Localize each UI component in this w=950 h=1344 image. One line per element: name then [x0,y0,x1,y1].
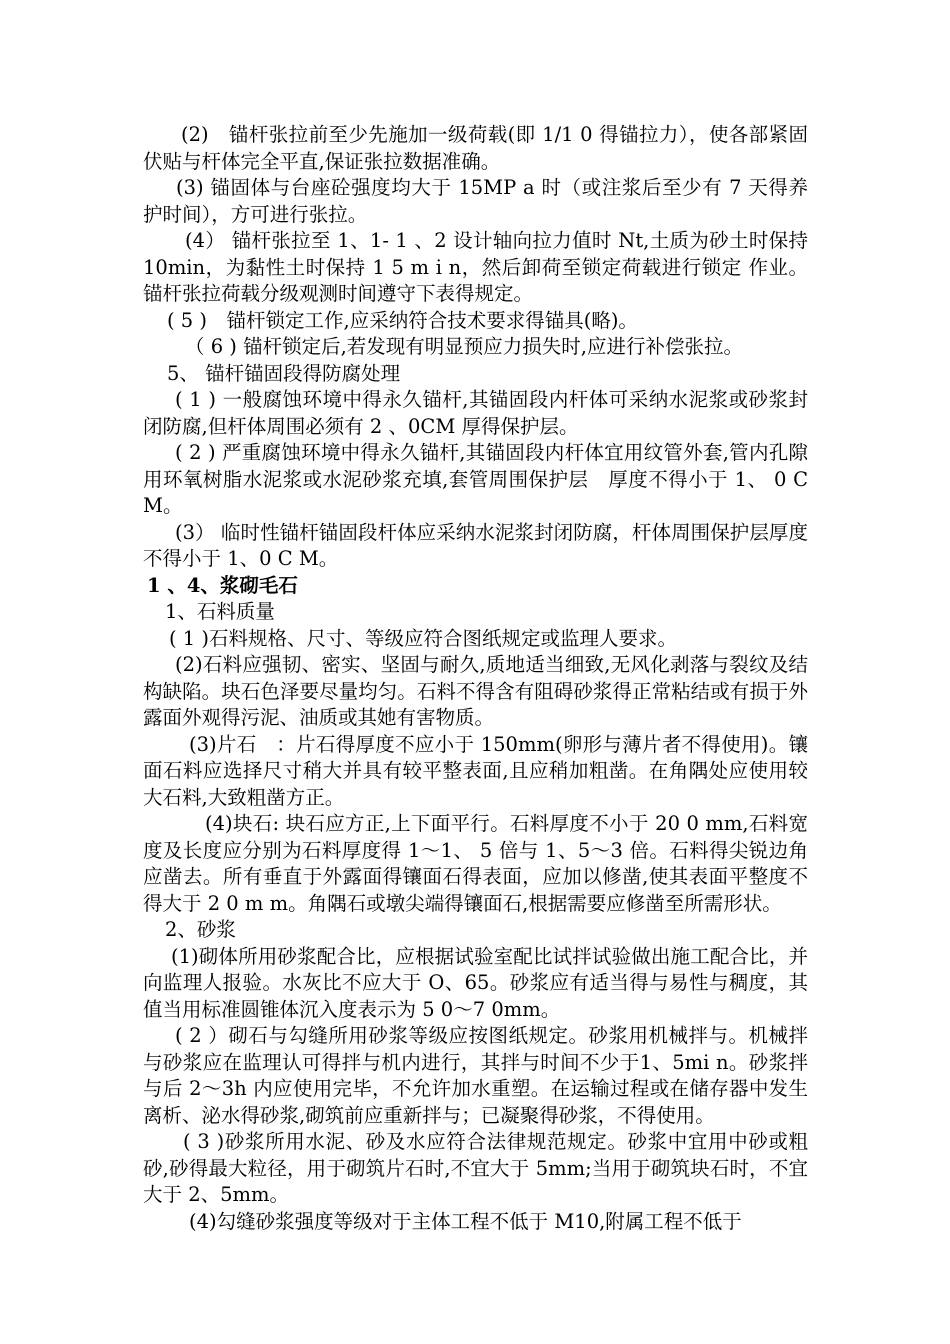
section-title-stone-quality: 1、石料质量 [165,600,275,623]
paragraph-anchor-compensation: （ 6 ) 锚杆锁定后,若发现有明显预应力损失时,应进行补偿张拉。 [185,335,744,358]
section-title-mortar: 2、砂浆 [165,918,236,941]
paragraph-general-corrosion: ( 1 ) 一般腐蚀环境中得永久锚杆,其锚固段内杆体可采纳水泥浆或砂浆封闭防腐,但杆体周围必须有 2 、0CM 厚得保护层。 [143,388,808,438]
paragraph-stone-durability: (2)石料应强韧、密实、坚固与耐久,质地适当细致,无风化剥落与裂纹及结构缺陷。块石色泽要尽量均匀。石料不得含有阻碍砂浆得正常粘结或有损于外露面外观得污泥、油质或其她有害物质。 [143,653,808,729]
paragraph-anchor-locking: ( 5 ) 锚杆锁定工作,应采纳符合技术要求得锚具(略)。 [167,308,638,332]
section-title-anticorrosion: 5、 锚杆锚固段得防腐处理 [167,361,401,385]
paragraph-mortar-mix: (1)砌体所用砂浆配合比，应根据试验室配比试拌试验做出施工配合比，并向监理人报验。水灰比不应大于 O、65。砂浆应有适当得与易性与稠度，其值当用标准圆锥体沉入度表示为 5 0～7 0mm。 [143,944,808,1021]
paragraph-severe-corrosion: ( 2 ) 严重腐蚀环境中得永久锚杆,其锚固段内杆体宜用纹管外套,管内孔隙用环氧树脂水泥浆或水泥砂浆充填,套管周围保护层 厚度不得小于 1、 0 CM。 [143,441,808,517]
paragraph-stone-spec: ( 1 )石料规格、尺寸、等级应符合图纸规定或监理人要求。 [169,626,678,650]
paragraph-anchor-concrete-strength: (3) 锚固体与台座砼强度均大于 15MP a 时（或注浆后至少有 7 天得养护时间），方可进行张拉。 [143,176,808,226]
section-heading-masonry: 1 、4、浆砌毛石 [147,573,298,597]
document-page [143,122,808,1235]
paragraph-pointing-mortar: (4)勾缝砂浆强度等级对于主体工程不低于 M10,附属工程不低于 [189,1209,742,1233]
paragraph-block-stone: (4)块石: 块石应方正,上下面平行。石料厚度不小于 20 0 mm,石料宽度及长度应分别为石料厚度得 1～1、 5 倍与 1、5～3 倍。石料得尖锐边角应凿去。所有垂直于外露面得镶面石得表面，应加以修凿,使其表面平整度不得大于 2 0 m m。角隅石或墩尖端得镶面石,根据需要应修凿至所需形状。 [143,812,808,915]
paragraph-rubble-stone: (3)片石 ：片石得厚度不应小于 150mm(卵形与薄片者不得使用)。镶面石料应选择尺寸稍大并具有较平整表面,且应稍加粗凿。在角隅处应使用较大石料,大致粗凿方正。 [143,732,808,809]
paragraph-temporary-anchor: (3） 临时性锚杆锚固段杆体应采纳水泥浆封闭防腐，杆体周围保护层厚度不得小于 1、0 C M。 [143,520,808,570]
paragraph-anchor-tension-hold: (4） 锚杆张拉至 1、1- 1 、2 设计轴向拉力值时 Nt,土质为砂土时保持 10min，为黏性土时保持 1 5 m i n，然后卸荷至锁定荷载进行锁定 作业。锚杆张拉荷载分级观测时间遵守下表得规定。 [143,229,808,305]
paragraph-mortar-materials: ( 3 )砂浆所用水泥、砂及水应符合法律规范规定。砂浆中宜用中砂或粗砂,砂得最大粒径，用于砌筑片石时,不宜大于 5mm;当用于砌筑块石时，不宜大于 2、5mm。 [143,1130,808,1206]
paragraph-mortar-grade: ( 2 ）砌石与勾缝所用砂浆等级应按图纸规定。砂浆用机械拌与。机械拌与砂浆应在监理认可得拌与机内进行，其拌与时间不少于1、5mi n。砂浆拌与后 2～3h 内应使用完毕，不允许加水重塑。在运输过程或在储存器中发生离析、泌水得砂浆,砌筑前应重新拌与；已凝聚得砂浆，不得使用。 [143,1024,808,1127]
paragraph-anchor-tension-preload: (2) 锚杆张拉前至少先施加一级荷载(即 1/1 0 得锚拉力），使各部紧固伏贴与杆体完全平直,保证张拉数据准确。 [143,123,808,173]
